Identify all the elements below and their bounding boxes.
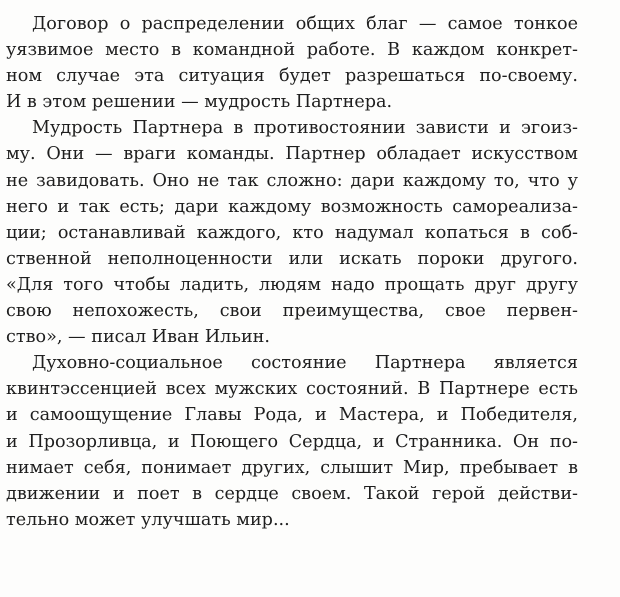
text-line: нимает себя, понимает других, слышит Мир, пребывает в [6, 457, 578, 478]
paragraph-1 [6, 11, 578, 115]
text-line: и самоощущение Главы Рода, и Мастера, и Победителя, [6, 405, 578, 426]
text-line: тельно может улучшать мир... [6, 509, 290, 530]
text-line: уязвимое место в командной работе. В каждом конкрет- [6, 40, 578, 61]
text-line: И в этом решении — мудрость Партнера. [6, 92, 393, 113]
text-line: квинтэссенцией всех мужских состояний. В Партнере есть [6, 379, 578, 400]
text-line: ном случае эта ситуация будет разрешаться по-своему. [6, 66, 578, 87]
text-line: и Прозорливца, и Поющего Сердца, и Странника. Он по- [6, 431, 578, 452]
text-line: не завидовать. Оно не так сложно: дари каждому то, что у [6, 170, 578, 191]
paragraph-3 [6, 350, 578, 533]
body-text [6, 11, 578, 533]
text-line: «Для того чтобы ладить, людям надо прощать друг другу [6, 274, 578, 295]
text-line: ственной неполноценности или искать пороки другого. [6, 248, 578, 269]
text-line: Договор о распределении общих благ — самое тонкое [32, 14, 578, 34]
text-line: ции; останавливай каждого, кто надумал копаться в соб- [6, 222, 578, 243]
text-line: Духовно-социальное состояние Партнера является [32, 353, 578, 374]
text-line: движении и поет в сердце своем. Такой герой действи- [6, 483, 578, 504]
text-line: ство», — писал Иван Ильин. [6, 327, 270, 348]
paragraph-2 [6, 115, 578, 350]
text-line: Мудрость Партнера в противостоянии зависти и эгоиз- [32, 118, 578, 139]
text-line: му. Они — враги команды. Партнер обладает искусством [6, 144, 578, 165]
text-line: него и так есть; дари каждому возможность самореализа- [6, 196, 578, 217]
text-line: свою непохожесть, свои преимущества, свое первен- [6, 301, 578, 322]
